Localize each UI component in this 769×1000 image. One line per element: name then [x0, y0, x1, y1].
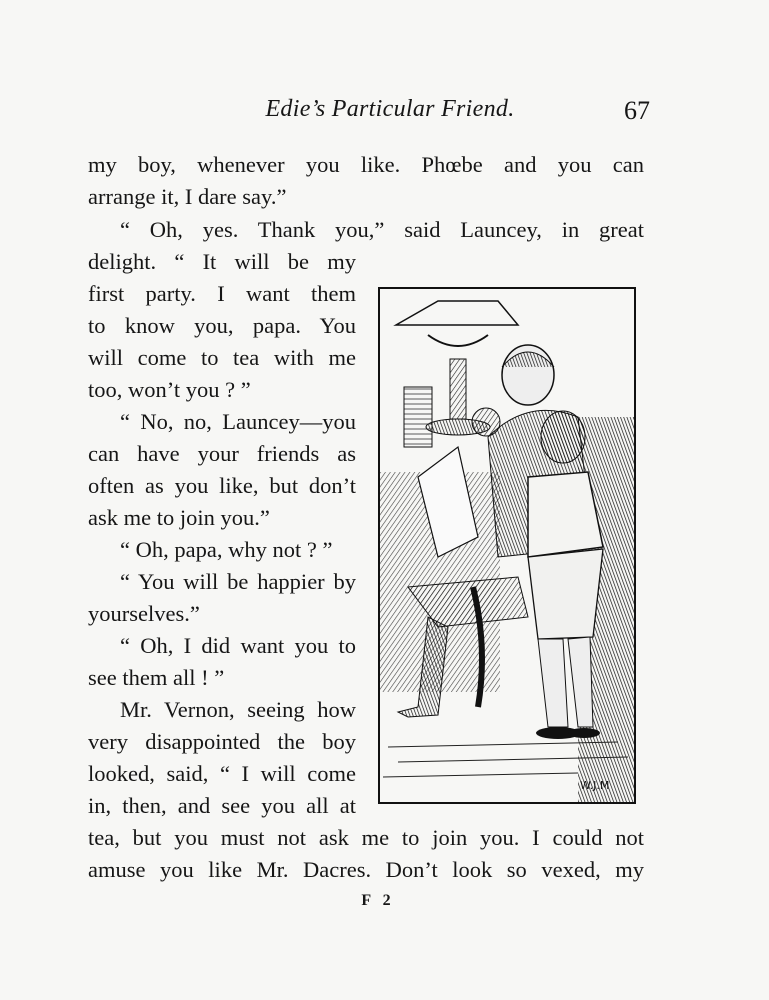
- text-line: my boy, whenever you like. Phœbe and you can: [88, 152, 644, 177]
- engraving-drawing: [378, 287, 636, 804]
- text-line: too, won’t you ? ”: [88, 377, 251, 402]
- text-line: will come to tea with me: [88, 345, 356, 370]
- text-line: in, then, and see you all at: [88, 793, 356, 818]
- text-line: ask me to join you.”: [88, 505, 270, 530]
- text-line: yourselves.”: [88, 601, 200, 626]
- text-line: very disappointed the boy: [88, 729, 356, 754]
- text-line: “ Oh, I did want you to: [120, 633, 356, 658]
- text-line: amuse you like Mr. Dacres. Don’t look so vexed, my: [88, 857, 644, 882]
- text-line: “ Oh, papa, why not ? ”: [120, 537, 333, 562]
- text-line: first party. I want them: [88, 281, 356, 306]
- text-line: “ Oh, yes. Thank you,” said Launcey, in great: [120, 217, 644, 242]
- text-line: Mr. Vernon, seeing how: [120, 697, 356, 722]
- text-line: “ No, no, Launcey—you: [120, 409, 356, 434]
- page-header-title: Edie’s Particular Friend.: [265, 96, 515, 122]
- text-line: see them all ! ”: [88, 665, 225, 690]
- engraving-illustration: [378, 287, 636, 804]
- text-line: “ You will be happier by: [120, 569, 356, 594]
- text-line: tea, but you must not ask me to join you. I could not: [88, 825, 644, 850]
- text-line: looked, said, “ I will come: [88, 761, 356, 786]
- text-line: often as you like, but don’t: [88, 473, 356, 498]
- page-number: 67: [624, 96, 650, 125]
- text-line: arrange it, I dare say.”: [88, 184, 287, 209]
- artist-monogram: W.J.M: [580, 779, 610, 792]
- printer-signature-mark: F 2: [361, 892, 395, 909]
- text-line: can have your friends as: [88, 441, 356, 466]
- text-line: delight. “ It will be my: [88, 249, 356, 274]
- text-line: to know you, papa. You: [88, 313, 356, 338]
